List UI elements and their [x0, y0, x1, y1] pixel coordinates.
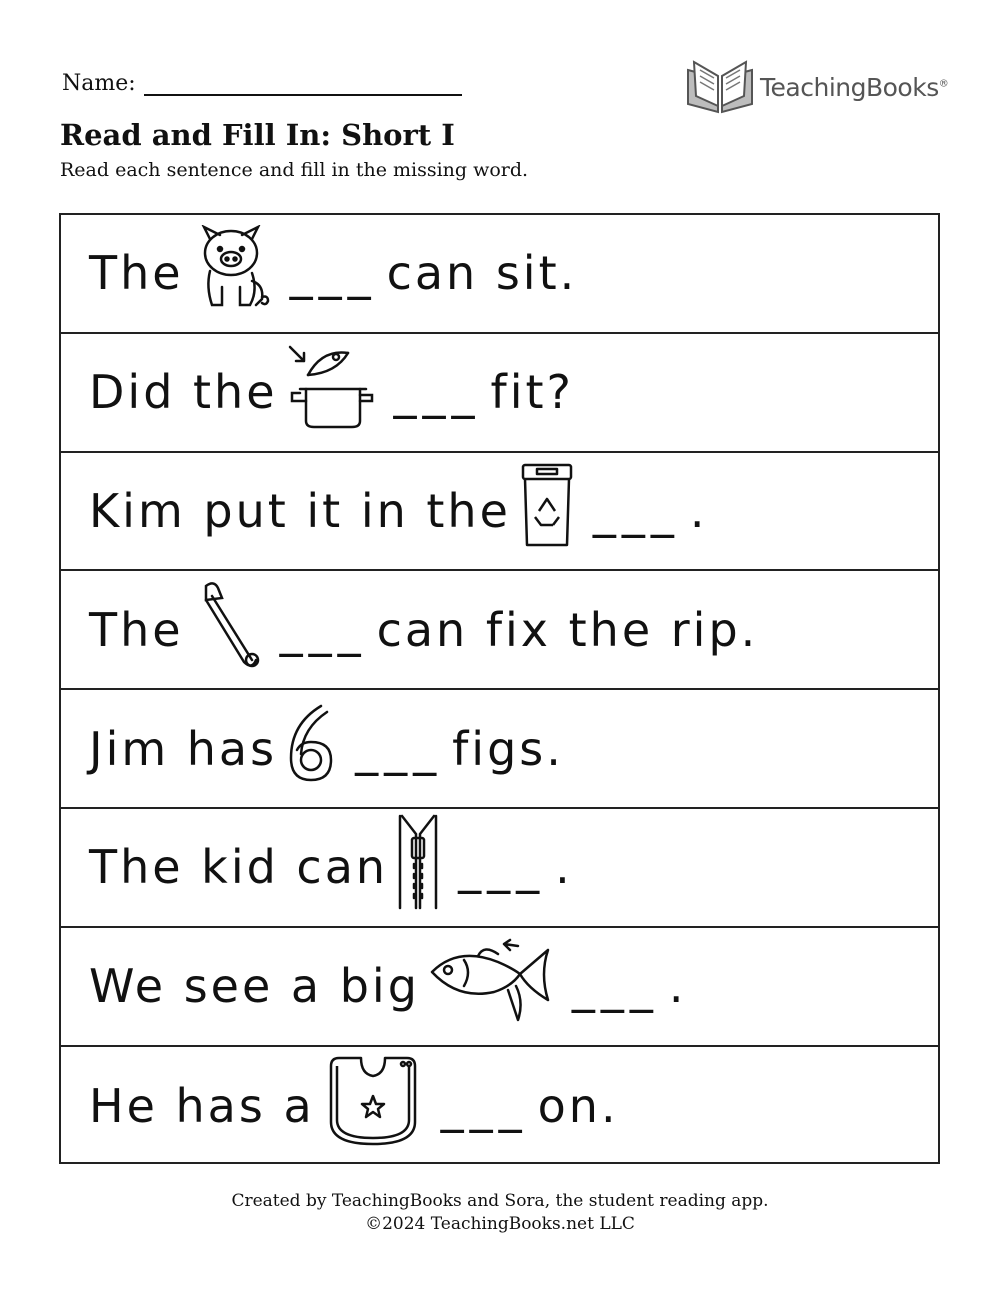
footer — [0, 1190, 1000, 1236]
sentence-end: can fix the rip. — [376, 602, 759, 657]
open-book-icon — [684, 56, 756, 118]
sentence-end: can sit. — [386, 246, 578, 301]
answer-blank[interactable]: ___ — [279, 602, 367, 657]
sentence-row — [61, 928, 938, 1047]
sentence-row — [61, 453, 938, 572]
safety-pin-icon — [192, 578, 262, 681]
sentence-end: . — [689, 483, 708, 538]
answer-blank[interactable]: ___ — [289, 246, 377, 301]
answer-blank[interactable]: ___ — [592, 483, 680, 538]
name-field[interactable] — [144, 70, 462, 96]
sentence-row — [61, 809, 938, 928]
fish-icon — [428, 938, 554, 1035]
sentence-start: Jim has — [89, 721, 278, 776]
answer-blank[interactable]: ___ — [393, 365, 481, 420]
worksheet-instructions: Read each sentence and fill in the missing word. — [60, 159, 529, 181]
answer-blank[interactable]: ___ — [355, 721, 443, 776]
footer-credit: Created by TeachingBooks and Sora, the student reading app. — [231, 1191, 769, 1211]
worksheet-table — [59, 213, 940, 1164]
zipper-icon — [396, 814, 440, 921]
teachingbooks-logo — [684, 56, 948, 118]
sentence-start: Did the — [89, 365, 278, 420]
sentence-end: . — [668, 959, 687, 1014]
sentence-row — [61, 334, 938, 453]
worksheet-title: Read and Fill In: Short I — [60, 118, 455, 152]
sentence-start: We see a big — [89, 959, 420, 1014]
sentence-end: figs. — [452, 721, 564, 776]
logo-wordmark: TeachingBooks — [760, 72, 939, 102]
logo-text — [760, 73, 948, 102]
sentence-start: He has a — [89, 1078, 315, 1133]
sentence-start: The — [89, 246, 184, 301]
registered-mark: ® — [938, 78, 949, 90]
sentence-start: Kim put it in the — [89, 483, 511, 538]
recycle-bin-icon — [519, 461, 575, 560]
footer-copyright: ©2024 TeachingBooks.net LLC — [365, 1214, 635, 1234]
sentence-row — [61, 690, 938, 809]
number-six-icon — [285, 702, 337, 795]
answer-blank[interactable]: ___ — [458, 840, 546, 895]
sentence-row — [61, 571, 938, 690]
pot-lid-icon — [286, 343, 376, 442]
pig-icon — [192, 225, 272, 322]
sentence-row — [61, 215, 938, 334]
sentence-start: The kid can — [89, 840, 389, 895]
answer-blank[interactable]: ___ — [440, 1078, 528, 1133]
sentence-end: . — [555, 840, 573, 895]
name-row — [62, 70, 462, 96]
sentence-start: The — [89, 602, 184, 657]
sentence-end: on. — [537, 1078, 619, 1133]
bib-icon — [323, 1052, 423, 1159]
sentence-end: fit? — [490, 365, 574, 420]
sentence-row — [61, 1047, 938, 1166]
name-label: Name: — [62, 71, 136, 96]
answer-blank[interactable]: ___ — [571, 959, 659, 1014]
